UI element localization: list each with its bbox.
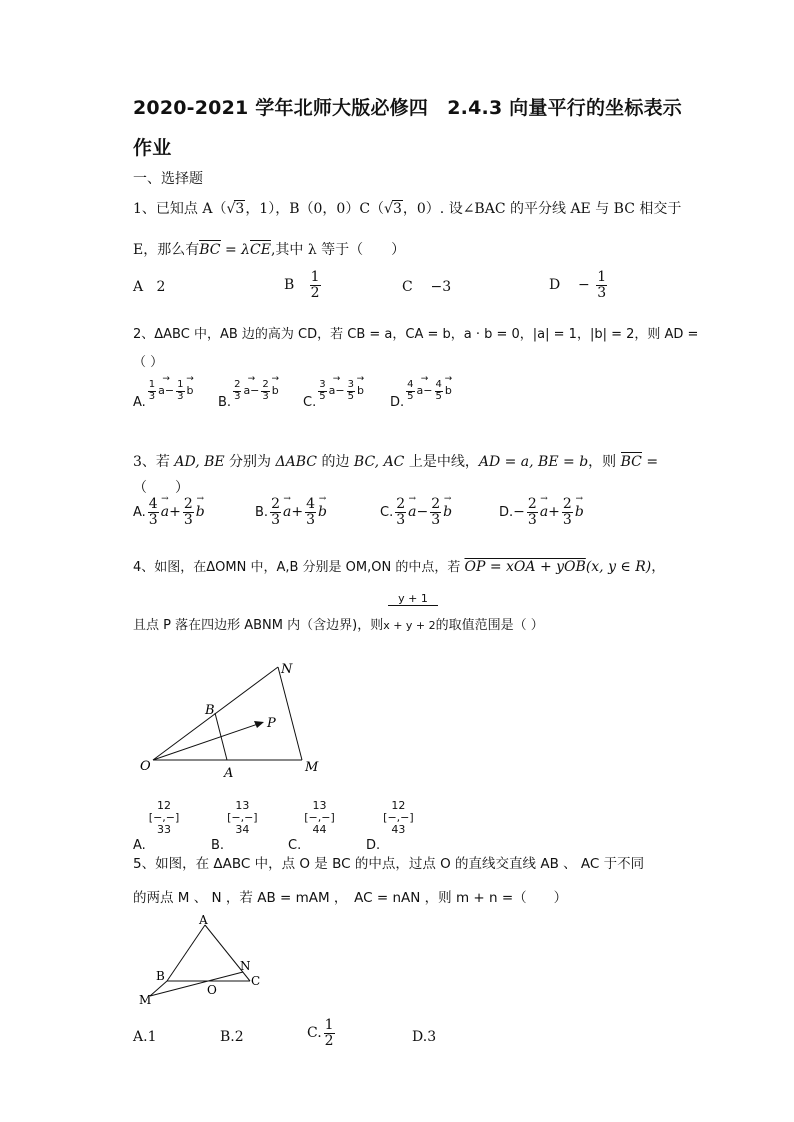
denominator: 3 — [164, 823, 172, 837]
label-o: O — [207, 983, 217, 997]
denominator: 4 — [312, 823, 320, 837]
option-label: A. — [133, 1029, 148, 1045]
q4-option[interactable] — [366, 800, 414, 853]
operator: a− → — [329, 384, 345, 397]
option-label: B — [284, 277, 295, 294]
label-m: M — [305, 760, 319, 775]
q2-option[interactable] — [133, 380, 194, 410]
label-o: O — [140, 759, 151, 774]
denominator: 3 — [562, 511, 572, 528]
vector-b: b → — [187, 384, 194, 397]
q3-condition: AD = a, BE = b — [478, 454, 589, 470]
q4-condition: (x, y ∈ R) — [585, 559, 652, 575]
interval-brackets: [−,−] — [148, 811, 180, 825]
q1-text-end: ,其中 λ 等于（ ） — [270, 242, 406, 258]
denominator: 3 — [157, 823, 165, 837]
operator: + — [169, 504, 181, 521]
numerator: 1 — [310, 269, 320, 285]
interval — [304, 800, 335, 836]
fraction — [261, 380, 269, 402]
q4-text-line2b: 的取值范围是（ ） — [435, 618, 544, 633]
q2-option[interactable] — [303, 380, 364, 410]
option-label: D. — [390, 395, 405, 410]
fraction — [430, 497, 441, 527]
label-b: B — [156, 969, 165, 983]
q4-formula: OP = xOA + yOB — [464, 559, 586, 575]
interval-denominators — [149, 824, 180, 836]
numerator: 2 — [164, 799, 172, 812]
denominator: 2 — [310, 284, 320, 301]
q1-option-c[interactable] — [402, 279, 451, 295]
fraction — [305, 497, 316, 527]
q1-vector-bc: BC — [199, 242, 221, 258]
q4-fraction-denominator: x + y + 2 — [383, 619, 436, 632]
interval-brackets: [−,−] — [304, 811, 335, 825]
q1-eq: = λ — [220, 242, 251, 258]
label-m: M — [139, 993, 152, 1007]
q1-option-b[interactable] — [284, 270, 323, 300]
q2-option[interactable] — [390, 380, 452, 410]
option-label: C. — [303, 395, 317, 410]
document-title-line2: 作业 — [133, 137, 172, 159]
vector-a: a → — [408, 504, 416, 520]
numerator: 1 — [148, 379, 156, 390]
q4-option[interactable] — [211, 800, 258, 853]
q1-line2 — [133, 239, 405, 259]
numerator: 4 — [407, 379, 414, 390]
q5-option[interactable] — [220, 1029, 244, 1045]
denominator: 5 — [319, 390, 326, 402]
option-value: 2 — [234, 1029, 244, 1045]
option-label: D — [549, 277, 561, 294]
option-label: D. — [412, 1029, 428, 1045]
option-label: C. — [288, 838, 302, 854]
option-label: A. — [133, 838, 146, 854]
q4-fraction-numerator: y + 1 — [388, 592, 438, 606]
denominator: 4 — [391, 823, 399, 837]
operator: a− → — [243, 384, 259, 397]
q3-text-i: = — [641, 454, 659, 470]
option-label: B. — [255, 505, 269, 521]
fraction — [318, 380, 326, 402]
numerator: 3 — [319, 379, 326, 390]
q1-text-e: E，那么有 — [133, 242, 200, 258]
vector-a: a → — [283, 504, 291, 520]
vector-a: a → — [540, 504, 548, 520]
fraction — [562, 497, 573, 527]
vector-b: b → — [318, 504, 327, 520]
denominator: 4 — [242, 823, 250, 837]
q5-option[interactable] — [133, 1029, 156, 1045]
q3-option[interactable] — [499, 497, 584, 527]
q4-triangle-figure — [130, 650, 330, 785]
numerator: 2 — [398, 799, 406, 812]
q2-line2: （ ） — [133, 355, 164, 370]
numerator: 2 — [527, 496, 537, 512]
numerator: 3 — [242, 799, 250, 812]
q1-line1: 1、已知点 A（√3，1），B（0，0）C（√3，0）. 设∠BAC 的平分线 AE 与 BC 相交于 — [133, 201, 682, 217]
numerator: 3 — [347, 379, 354, 390]
denominator: 3 — [235, 823, 243, 837]
numerator: 1 — [324, 1017, 334, 1033]
q4-text-a: 4、如图，在ΔOMN 中，A,B 分别是 OM,ON 的中点，若 — [133, 560, 465, 575]
q1-option-b-fraction — [310, 270, 321, 300]
denominator: 4 — [319, 823, 327, 837]
numerator: 4 — [148, 496, 158, 512]
q3-text-a: 3、若 — [133, 454, 175, 470]
numerator: 2 — [396, 496, 406, 512]
operator: − — [416, 504, 429, 521]
q1-sqrt-a: 3 — [235, 201, 245, 217]
arrowhead-icon — [254, 721, 264, 728]
q3-option[interactable] — [380, 497, 452, 527]
vector-b: b → — [445, 384, 452, 397]
label-n: N — [240, 959, 251, 973]
numerator: 1 — [235, 799, 243, 812]
option-label: D. — [499, 505, 514, 521]
q5-triangle-figure — [130, 912, 280, 1012]
denominator: 3 — [234, 390, 241, 402]
interval-brackets: [−,−] — [383, 811, 414, 825]
line-ab — [167, 925, 205, 981]
document-title-line1: 2020-2021 学年北师大版必修四 2.4.3 向量平行的坐标表示 — [133, 97, 682, 119]
denominator: 2 — [324, 1032, 334, 1049]
numerator: 4 — [435, 379, 442, 390]
fraction — [435, 380, 443, 402]
denominator: 3 — [527, 511, 537, 528]
option-value: 2 — [156, 279, 166, 295]
q2-line1: 2、ΔABC 中，AB 边的高为 CD，若 CB = a，CA = b，a · b = 0，|a| = 1，|b| = 2，则 AD = — [133, 327, 699, 342]
interval — [383, 800, 414, 836]
line-nm — [278, 667, 302, 760]
interval-brackets: [−,−] — [227, 811, 258, 825]
q3-option[interactable] — [255, 497, 327, 527]
vector-b: b → — [272, 384, 279, 397]
option-label: C — [402, 279, 413, 295]
option-sign: − — [513, 504, 525, 521]
operator: + — [291, 504, 304, 521]
operator: + — [548, 504, 560, 521]
numerator: 2 — [562, 496, 572, 512]
denominator: 3 — [148, 390, 156, 402]
denominator: 3 — [177, 390, 184, 402]
numerator: 1 — [391, 799, 399, 812]
fraction — [270, 497, 281, 527]
q3-text-f: BC, AC — [353, 454, 405, 470]
label-a: A — [199, 913, 208, 927]
q3-text-d: ΔABC — [275, 454, 317, 470]
label-a: A — [224, 766, 234, 781]
interval-denominators — [304, 824, 335, 836]
q1-text-prefix: 1、已知点 A（ — [133, 201, 227, 217]
option-value: 1 — [147, 1029, 157, 1045]
q4-text-line2a: 且点 P 落在四边形 ABNM 内（含边界)，则 — [133, 618, 384, 633]
interval-denominators — [227, 824, 258, 836]
denominator: 3 — [597, 284, 607, 301]
fraction — [233, 380, 241, 402]
fraction — [148, 380, 156, 402]
vector-b: b → — [357, 384, 364, 397]
q5-line1: 5、如图，在 ΔABC 中，点 O 是 BC 的中点，过点 O 的直线交直线 AB 、 AC 于不同 — [133, 856, 645, 872]
option-label: A. — [133, 505, 146, 521]
section-heading: 一、选择题 — [133, 171, 203, 187]
fraction — [148, 497, 159, 527]
fraction — [176, 380, 184, 402]
fraction — [527, 497, 538, 527]
fraction — [406, 380, 414, 402]
q1-option-a[interactable] — [133, 279, 165, 295]
interval — [149, 800, 180, 836]
q5-line2: 的两点 M 、 N ，若 AB = mAM ， AC = nAN ，则 m + n =（ ） — [133, 890, 568, 906]
vector-b: b → — [443, 504, 452, 520]
q5-option[interactable] — [307, 1018, 337, 1048]
vector-a: a → — [161, 504, 169, 520]
interval-denominators — [383, 824, 414, 836]
numerator: 2 — [183, 496, 193, 512]
label-p: P — [267, 716, 276, 731]
denominator: 5 — [407, 390, 414, 402]
q1-text-mid2: ，0）. 设∠BAC 的平分线 AE 与 BC 相交于 — [402, 201, 682, 217]
option-label: C. — [307, 1025, 322, 1042]
fraction — [347, 380, 355, 402]
q1-text-mid1: ，1），B（0，0）C（ — [245, 201, 385, 217]
q3-line1 — [133, 451, 658, 471]
fraction — [324, 1018, 335, 1048]
option-label: C. — [380, 505, 394, 521]
option-label: B. — [220, 1029, 235, 1045]
q1-option-d-fraction — [596, 270, 607, 300]
vector-b: b → — [196, 504, 205, 520]
label-c: C — [251, 974, 261, 988]
denominator: 3 — [396, 511, 406, 528]
q4-line1 — [133, 556, 665, 576]
q3-text-g: 上是中线， — [404, 454, 479, 470]
q4-line2 — [133, 614, 544, 633]
numerator: 3 — [319, 799, 327, 812]
numerator: 1 — [597, 269, 607, 285]
denominator: 3 — [262, 390, 269, 402]
denominator: 3 — [183, 511, 193, 528]
option-label: D. — [366, 838, 381, 854]
numerator: 1 — [157, 799, 165, 812]
denominator: 5 — [347, 390, 354, 402]
q2-option[interactable] — [218, 380, 279, 410]
q1-sqrt-c: 3 — [392, 201, 402, 217]
option-label: A. — [133, 395, 146, 410]
numerator: 1 — [177, 379, 184, 390]
q3-text-b: AD, BE — [174, 454, 225, 470]
q1-vector-ce: CE — [250, 242, 271, 258]
label-b: B — [205, 703, 215, 718]
q3-option[interactable] — [133, 497, 205, 527]
denominator: 3 — [306, 511, 315, 528]
operator: a− → — [417, 384, 433, 397]
fraction — [395, 497, 406, 527]
q4-option[interactable] — [288, 800, 335, 853]
option-sign: − — [578, 277, 590, 294]
interval — [227, 800, 258, 836]
option-label: A — [133, 279, 144, 295]
q4-option[interactable] — [133, 800, 179, 853]
vector-b: b → — [575, 504, 584, 520]
q3-line2: （ ） — [133, 480, 189, 496]
numerator: 2 — [262, 379, 269, 390]
numerator: 1 — [312, 799, 320, 812]
option-label: B. — [211, 838, 225, 854]
q3-target-vector: BC — [620, 454, 642, 470]
operator: a− → — [158, 384, 174, 397]
denominator: 3 — [431, 511, 441, 528]
option-value: 3 — [427, 1029, 437, 1045]
option-value: −3 — [430, 279, 452, 295]
numerator: 4 — [306, 496, 315, 512]
vector-op — [153, 724, 258, 760]
numerator: 2 — [234, 379, 241, 390]
option-label: B. — [218, 395, 232, 410]
denominator: 5 — [435, 390, 442, 402]
q4-text-end: ， — [651, 559, 666, 575]
denominator: 3 — [271, 511, 280, 528]
denominator: 3 — [148, 511, 158, 528]
q3-text-e: 的边 — [317, 454, 354, 470]
q3-text-h: ，则 — [588, 454, 621, 470]
numerator: 2 — [271, 496, 280, 512]
q1-option-d[interactable] — [549, 270, 609, 300]
fraction — [183, 497, 194, 527]
numerator: 2 — [431, 496, 441, 512]
q5-option[interactable] — [412, 1029, 436, 1045]
q3-text-c: 分别为 — [224, 454, 276, 470]
denominator: 3 — [398, 823, 406, 837]
label-n: N — [281, 662, 293, 677]
